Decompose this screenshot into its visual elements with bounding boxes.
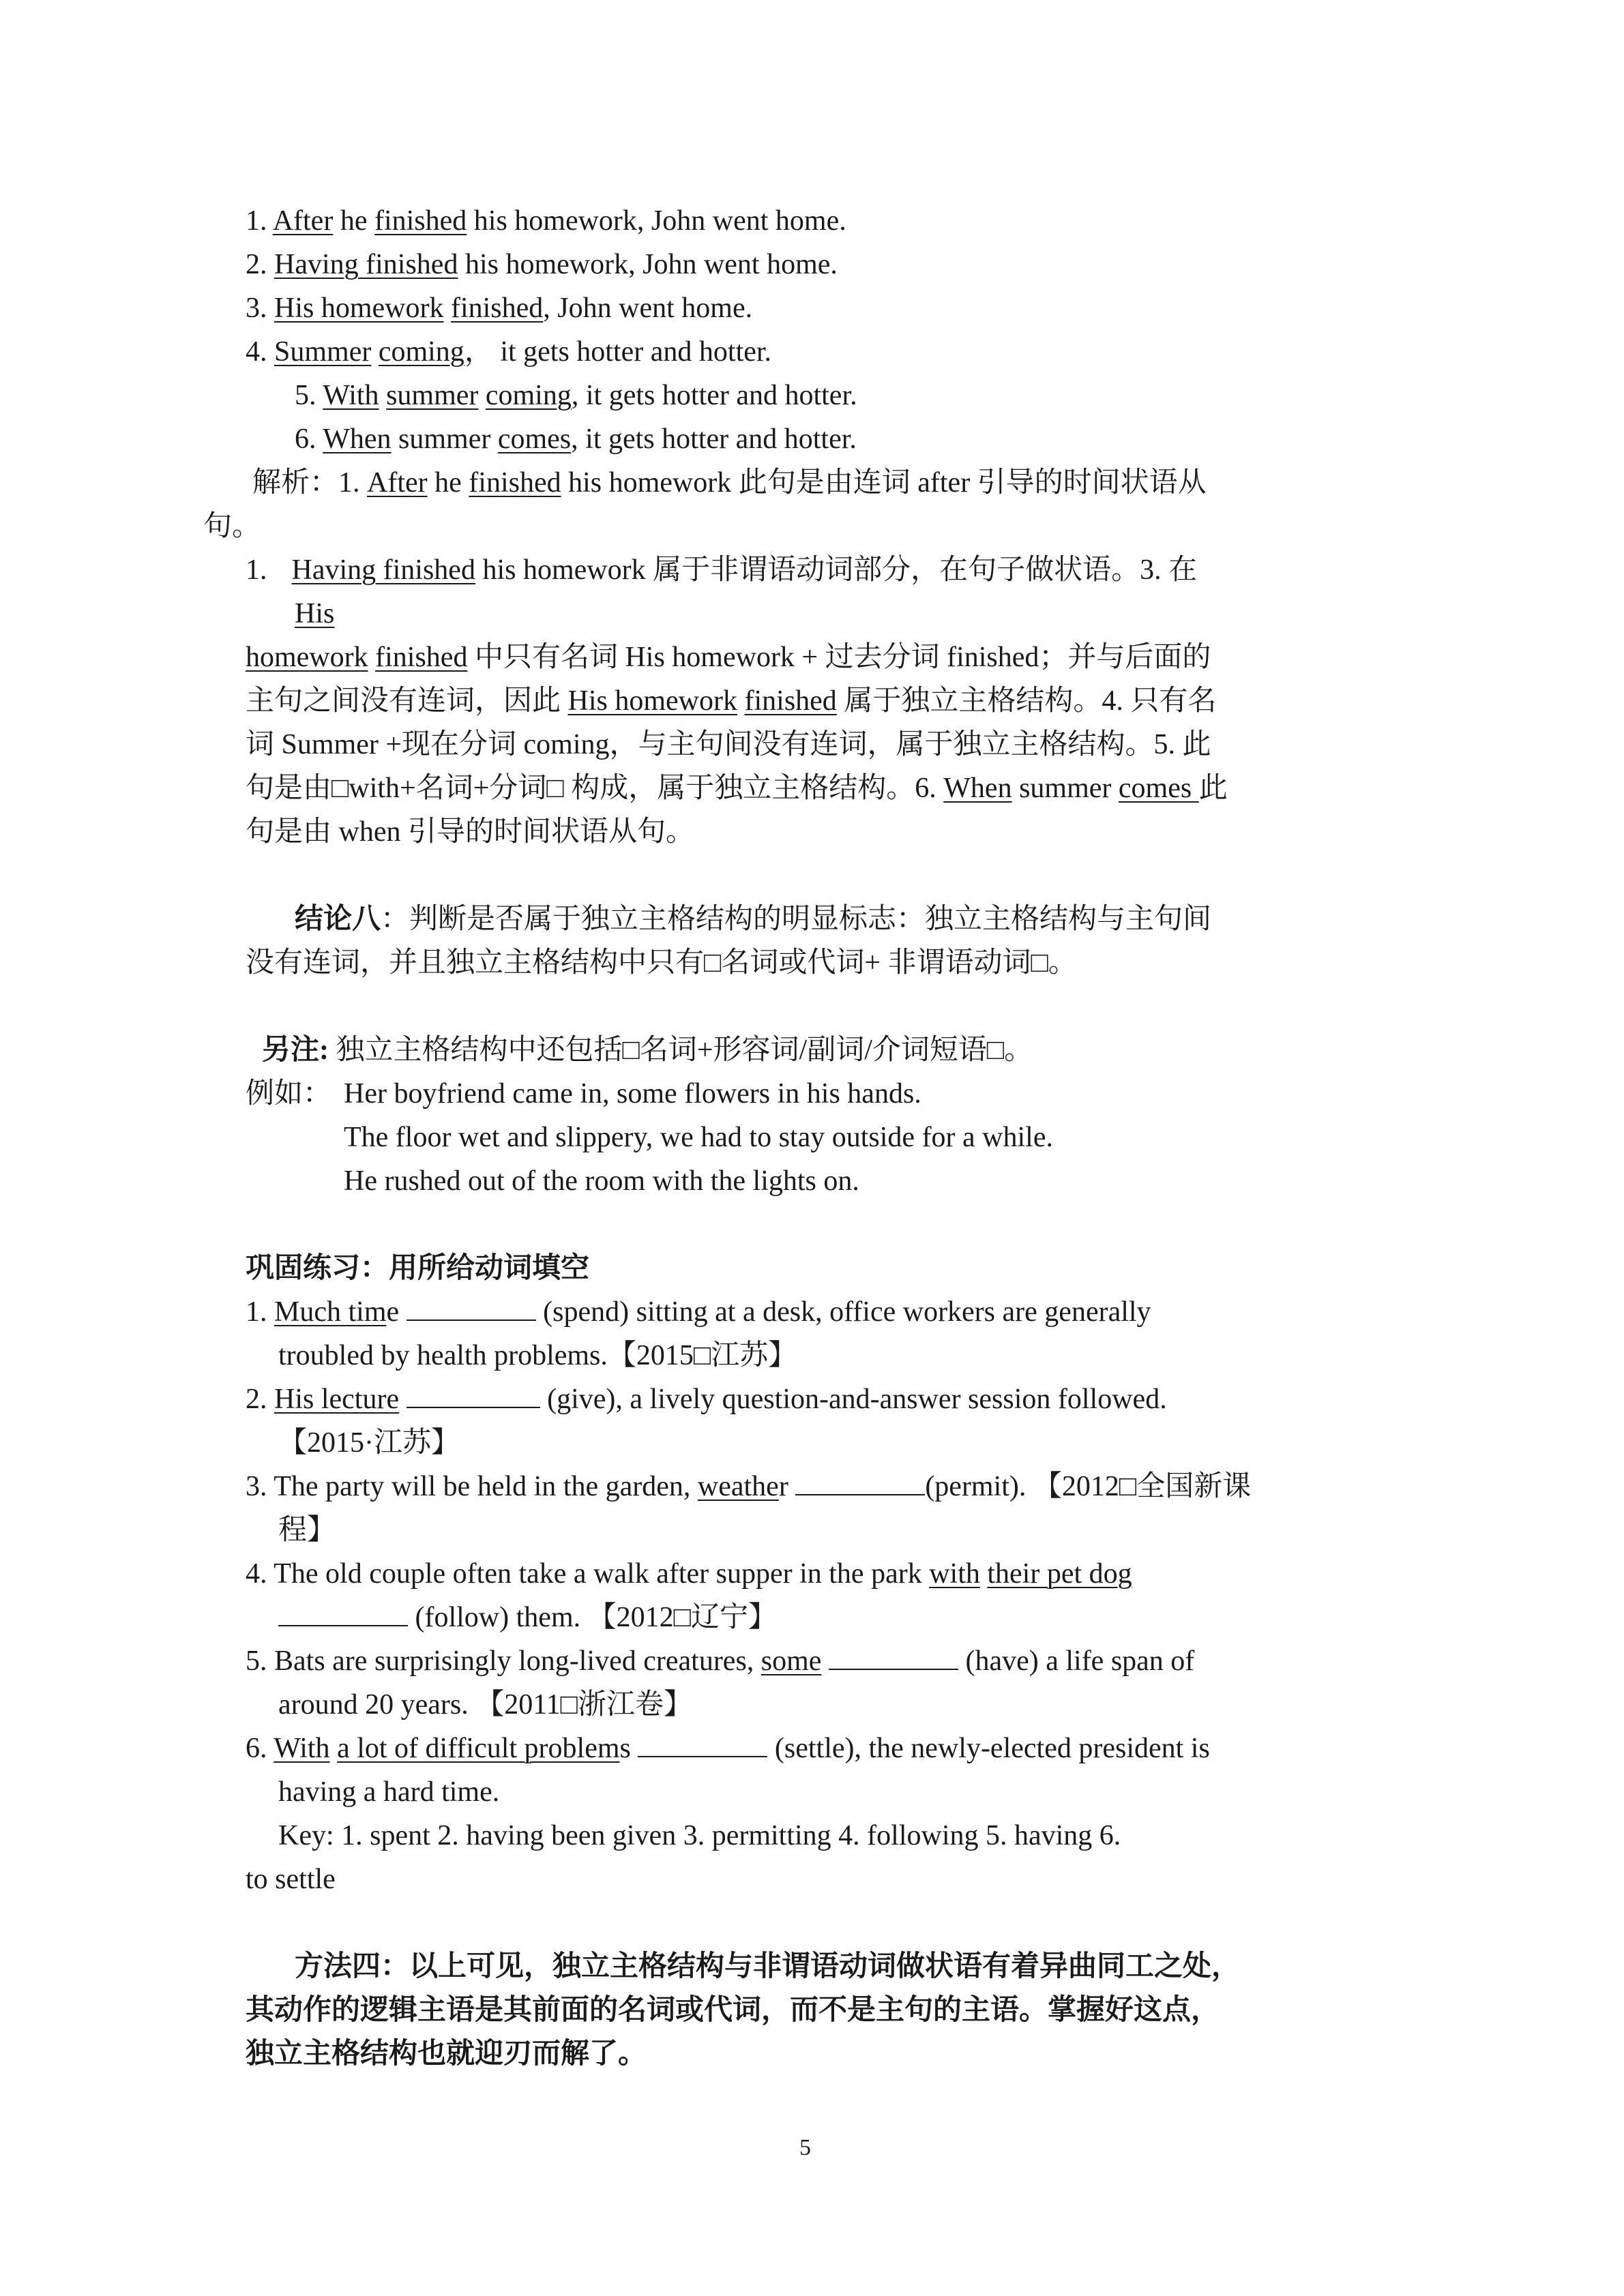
analysis-line-2: 句。 [203, 511, 261, 542]
text-segment: his homework, John went home. [458, 249, 838, 280]
practice-question-1 [246, 1290, 1151, 1334]
text-segment: summer [391, 423, 498, 455]
underlined-word: With [274, 1733, 330, 1764]
question-number: 1. [246, 1296, 274, 1328]
example-number: 1. [246, 205, 273, 237]
text-segment [478, 380, 486, 411]
text-segment: summer [1012, 773, 1119, 804]
practice-question-2 [246, 1377, 1167, 1421]
practice-question-5-line-2: around 20 years. 【2011□浙江卷】 [278, 1689, 693, 1720]
answer-blank[interactable] [278, 1602, 408, 1626]
question-number: 2. [246, 1384, 274, 1415]
analysis-line-8 [246, 766, 1228, 810]
underlined-word: After [272, 205, 334, 237]
underlined-word: summer [386, 380, 479, 411]
note-example-1: Her boyfriend came in, some flowers in his hands. [344, 1078, 921, 1109]
example-sentence-4 [246, 330, 771, 374]
practice-question-5 [246, 1639, 1194, 1683]
text-segment [371, 336, 379, 368]
note-example-2: The floor wet and slippery, we had to stay outside for a while. [344, 1122, 1053, 1153]
analysis-line-7: 词 Summer +现在分词 coming，与主句间没有连词，属于独立主格结构。5. 此 [246, 729, 1211, 760]
example-sentence-2 [246, 243, 838, 286]
text-segment: r [778, 1471, 796, 1502]
text-segment: , it gets hotter and hotter. [571, 380, 857, 411]
practice-question-6 [246, 1727, 1210, 1770]
text-segment: ：判断是否属于独立主格结构的明显标志：独立主格结构与主句间 [381, 904, 1212, 935]
text-segment: (spend) sitting at a desk, office workers are generally [535, 1296, 1151, 1328]
practice-question-4-line-2 [278, 1596, 777, 1639]
note-example-label: 例如： [246, 1078, 332, 1109]
conclusion-line-2: 没有连词，并且独立主格结构中只有□名词或代词+ 非谓语动词□。 [246, 947, 1077, 979]
text-segment: 中只有名词 His homework + 过去分词 finished；并与后面的 [467, 642, 1211, 673]
text-segment: (permit). 【2012□全国新课 [925, 1471, 1252, 1502]
underlined-word: finished [374, 205, 467, 237]
text-segment: 4. The old couple often take a walk after supper in the park [246, 1558, 930, 1590]
conclusion-label: 结论八 [295, 904, 381, 935]
text-segment [737, 685, 745, 717]
text-segment [399, 1384, 407, 1415]
answer-blank[interactable] [795, 1471, 925, 1495]
underlined-word: Much tim [274, 1296, 387, 1328]
example-number: 3. [246, 293, 274, 324]
text-segment: 此 [1198, 773, 1228, 804]
text-segment: , John went home. [543, 293, 753, 324]
answer-blank[interactable] [407, 1296, 536, 1321]
underlined-word: His homework [274, 293, 444, 324]
analysis-line-5 [246, 636, 1211, 679]
example-number: 4. [246, 336, 274, 368]
example-number: 6. [295, 423, 323, 455]
text-segment: (have) a life span of [958, 1645, 1195, 1677]
text-segment [330, 1733, 338, 1764]
answer-blank[interactable] [829, 1645, 958, 1670]
method-line-3: 独立主格结构也就迎刃而解了。 [246, 2038, 647, 2070]
practice-question-1-line-2: troubled by health problems.【2015□江苏】 [278, 1340, 797, 1371]
note-line [262, 1028, 1033, 1072]
underlined-word: with [929, 1558, 980, 1590]
method-line-1: 方法四：以上可见，独立主格结构与非谓语动词做状语有着异曲同工之处， [295, 1951, 1241, 1982]
text-segment: 属于独立主格结构。4. 只有名 [836, 685, 1217, 717]
underlined-word: weathe [697, 1471, 779, 1502]
example-sentence-1 [246, 199, 846, 243]
text-segment [368, 642, 376, 673]
underlined-word: finished [450, 293, 544, 324]
example-number: 2. [246, 249, 274, 280]
text-segment: his homework, John went home. [467, 205, 846, 237]
list-number: 1. [246, 554, 267, 586]
note-example-3: He rushed out of the room with the lights on. [344, 1165, 859, 1197]
analysis-line-6 [246, 679, 1216, 723]
underlined-word: homework [246, 642, 368, 673]
underlined-word: coming [378, 336, 464, 368]
note-label: 另注: [262, 1034, 329, 1066]
example-sentence-6 [295, 417, 857, 461]
text-segment: e [386, 1296, 407, 1328]
answer-key-line-2: to settle [246, 1864, 336, 1895]
underlined-word: finished [469, 467, 561, 498]
underlined-word: finished [744, 685, 837, 717]
underlined-word: some [761, 1645, 822, 1677]
text-segment [980, 1558, 988, 1590]
text-segment: he [333, 205, 374, 237]
text-segment [443, 293, 451, 324]
text-segment: 3. The party will be held in the garden, [246, 1471, 698, 1502]
text-segment: (follow) them. 【2012□辽宁】 [408, 1602, 777, 1633]
answer-blank[interactable] [407, 1384, 540, 1408]
text-segment: 独立主格结构中还包括□名词+形容词/副词/介词短语□。 [329, 1034, 1033, 1066]
practice-question-3 [246, 1465, 1251, 1508]
analysis-line-1 [252, 461, 1207, 505]
text-segment: (settle), the newly-elected president is [767, 1733, 1210, 1764]
underlined-word: Summer [274, 336, 372, 368]
text-segment: 主句之间没有连词，因此 [246, 685, 568, 717]
text-segment: s [619, 1733, 638, 1764]
page-number: 5 [799, 2135, 811, 2160]
question-number: 6. [246, 1733, 274, 1764]
practice-title: 巩固练习：用所给动词填空 [246, 1253, 590, 1284]
underlined-word: Having finished [274, 249, 458, 280]
analysis-line-9: 句是由 when 引导的时间状语从句。 [246, 816, 694, 848]
answer-blank[interactable] [638, 1733, 767, 1757]
method-line-2: 其动作的逻辑主语是其前面的名词或代词，而不是主句的主语。掌握好这点， [246, 1995, 1220, 2026]
underlined-word: When [943, 773, 1012, 804]
analysis-label: 解析：1. [252, 467, 368, 498]
underlined-word: His lecture [274, 1384, 400, 1415]
underlined-word: coming [485, 380, 572, 411]
underlined-word: their pet dog [987, 1558, 1132, 1590]
text-segment: he [427, 467, 469, 498]
practice-question-6-line-2: having a hard time. [278, 1776, 500, 1808]
underlined-word: finished [375, 642, 468, 673]
text-segment: his homework 属于非谓语动词部分，在句子做状语。3. 在 [475, 554, 1198, 586]
underlined-word: His [295, 598, 335, 629]
example-sentence-3 [246, 286, 752, 330]
underlined-word: When [323, 423, 392, 455]
underlined-word: After [367, 467, 428, 498]
text-segment: 句是由□with+名词+分词□ 构成，属于独立主格结构。6. [246, 773, 944, 804]
example-sentence-5 [295, 374, 857, 417]
text-segment: , it gets hotter and hotter. [571, 423, 857, 455]
underlined-word: comes [497, 423, 572, 455]
practice-question-4 [246, 1552, 1132, 1596]
text-segment: (give), a lively question-and-answer session followed. [540, 1384, 1167, 1415]
underlined-word: Having finished [291, 554, 475, 586]
text-segment: his homework 此句是由连词 after 引导的时间状语从 [561, 467, 1207, 498]
conclusion-line-1 [295, 897, 1211, 941]
text-segment: ， it gets hotter and hotter. [464, 336, 772, 368]
practice-question-2-line-2: 【2015·江苏】 [278, 1427, 460, 1459]
text-segment [379, 380, 387, 411]
text-segment [821, 1645, 829, 1677]
underlined-word: His homework [567, 685, 737, 717]
underlined-word: a lot of difficult problem [337, 1733, 620, 1764]
analysis-line-4 [295, 592, 334, 636]
analysis-line-3 [246, 548, 1197, 592]
text-segment: 5. Bats are surprisingly long-lived creatures, [246, 1645, 761, 1677]
underlined-word: With [323, 380, 379, 411]
practice-question-3-line-2: 程】 [278, 1515, 336, 1546]
example-number: 5. [295, 380, 323, 411]
underlined-word: comes [1118, 773, 1199, 804]
answer-key-line-1: Key: 1. spent 2. having been given 3. permitting 4. following 5. having 6. [278, 1820, 1121, 1851]
